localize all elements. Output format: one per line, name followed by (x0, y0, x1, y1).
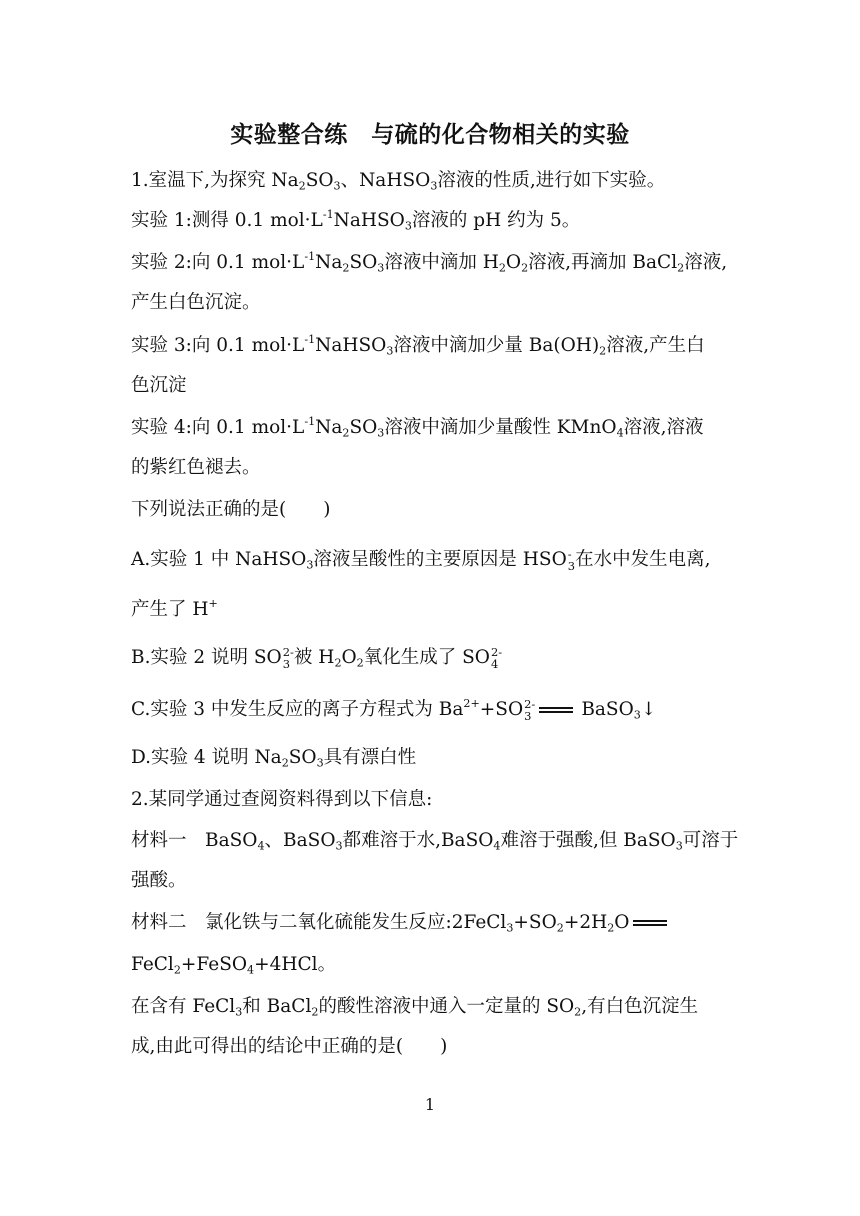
q1-experiment-1: 实验 1:测得 0.1 $mol\cdot L^{-1}NaHSO_3$溶液的 pH 约为 5。 (131, 208, 581, 233)
q2-question: 在含有 FeCl$_3$和 BaCl$_2$的酸性溶液中通入一定量的 $SO_2$,有白色沉淀生 (131, 996, 699, 1019)
ion-charge-stack: 2- 4 (490, 644, 503, 671)
q1-option-a-cont: 产生了 H+ (131, 597, 218, 620)
q1-experiment-4-cont: 的紫红色褪去。 (131, 457, 261, 478)
ion-charge-stack: 2- 3 (282, 644, 294, 671)
q2-stem: 2.某同学通过查阅资料得到以下信息: (131, 789, 433, 810)
q1-experiment-2: 实验 2:向 0.1 $mol\cdot L^{-1}Na_2SO_3$溶液中滴加 $H_2O_2$溶液,再滴加 BaCl$_2$溶液, (131, 250, 728, 275)
ion-charge-stack: 2- 3 (524, 696, 536, 723)
q1-option-a: A.实验 1 中 NaHSO$_3$溶液呈酸性的主要原因是 HSO - 3 在水中发生电离, (131, 546, 711, 573)
q1-experiment-2-cont: 产生白色沉淀。 (131, 292, 261, 313)
ion-charge-stack: - 3 (567, 546, 576, 573)
q1-option-c: C.实验 3 中发生反应的离子方程式为 $Ba^{2+}+SO$ 2- 3 BaSO$_3$↓ (131, 696, 657, 723)
q1-option-b: B.实验 2 说明 SO 2- 3 被 $H_2O_2$氧化生成了 SO 2- 4 (131, 644, 503, 671)
equals-sign (633, 920, 667, 926)
q2-material-1: 材料一 BaSO$_4$、BaSO$_3$都难溶于水,BaSO$_4$难溶于强酸,但 BaSO$_3$可溶于 (131, 830, 739, 853)
q1-option-d: D.实验 4 说明 $Na_2SO_3$具有漂白性 (131, 747, 417, 770)
q2-material-1-cont: 强酸。 (131, 870, 187, 891)
q2-question-cont: 成,由此可得出的结论中正确的是( ) (131, 1036, 448, 1057)
page-number: 1 (424, 1095, 436, 1114)
page-title: 实验整合练 与硫的化合物相关的实验 (230, 122, 630, 148)
q1-experiment-3: 实验 3:向 0.1 $mol\cdot L^{-1}NaHSO_3$溶液中滴加少量 $Ba(OH)_2$溶液,产生白 (131, 333, 705, 358)
q2-material-2: 材料二 氯化铁与二氧化硫能发生反应$:2FeCl_3+SO_2+2H_2O$ (131, 910, 675, 936)
q1-stem: 1.室温下,为探究 $Na_2SO_3$、NaHSO$_3$溶液的性质,进行如下实验。 (131, 170, 666, 193)
q2-material-2-cont: FeCl$_2$+FeSO$_4$+4HCl。 (131, 954, 337, 977)
q1-experiment-4: 实验 4:向 0.1 $mol\cdot L^{-1}Na_2SO_3$溶液中滴加少量酸性 KMnO$_4$溶液,溶液 (131, 415, 704, 440)
q1-question: 下列说法正确的是( ) (131, 499, 331, 520)
q1-experiment-3-cont: 色沉淀 (131, 375, 187, 396)
equals-sign (539, 707, 573, 713)
